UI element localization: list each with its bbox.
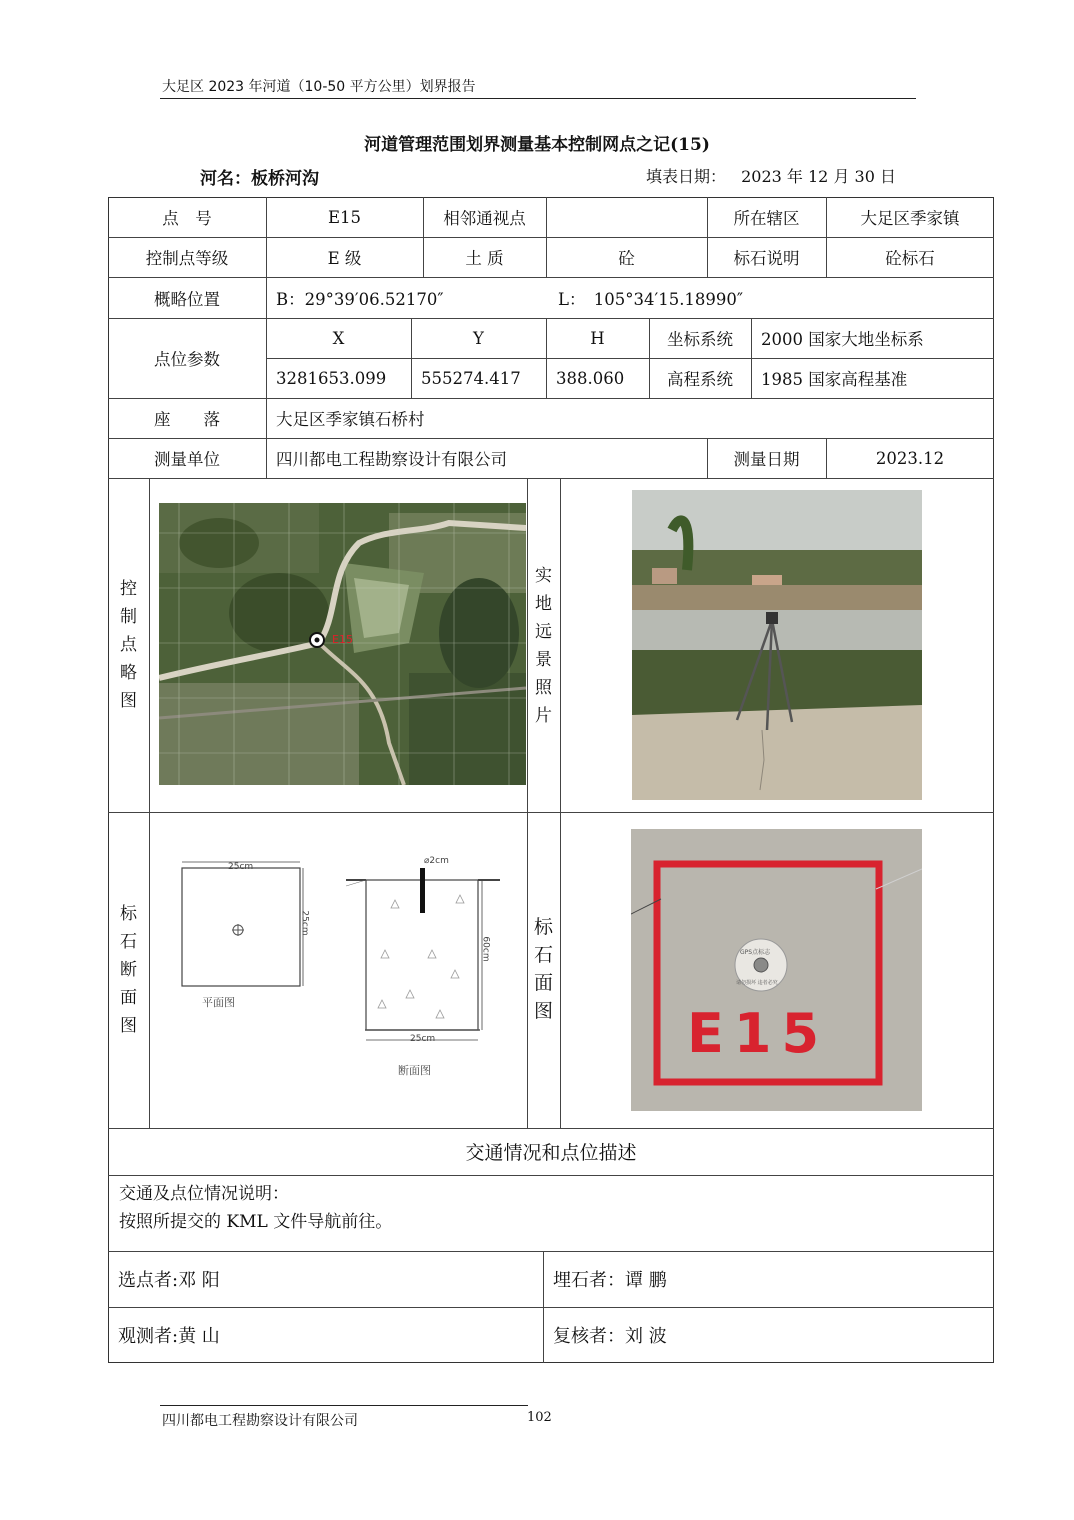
face-label-char: 石 (533, 944, 553, 966)
sketch-label (108, 575, 149, 715)
fill-date-label: 填表日期： (646, 167, 727, 186)
stone-drawing (170, 850, 520, 1085)
river-name: 河名：板桥河沟 (200, 169, 319, 189)
map-marker-label: E15 (332, 633, 353, 646)
traffic-text: 按照所提交的 KML 文件导航前往。 (119, 1212, 393, 1232)
fill-date (646, 164, 896, 187)
located-value: 大足区季家镇石桥村 (276, 410, 425, 429)
photo-label (527, 562, 560, 730)
stone-value: 砼标石 (885, 249, 935, 268)
photo-label-char: 景 (535, 650, 552, 670)
sketch-label-char: 略 (120, 663, 137, 683)
height-sys-label: 高程系统 (667, 370, 733, 389)
plan-height-label: 25cm (299, 910, 310, 936)
point-no-label: 点 号 (162, 209, 212, 228)
x-header: X (332, 328, 345, 348)
survey-date-label: 测量日期 (733, 450, 800, 469)
point-no-value: E15 (327, 207, 362, 227)
traffic-label: 交通及点位情况说明： (119, 1184, 289, 1204)
grade-value: E 级 (327, 249, 362, 268)
section-top-label: ⌀2cm (424, 856, 449, 866)
sketch-label-char: 制 (120, 607, 137, 627)
soil-label: 土 质 (465, 249, 504, 268)
section-label-char: 图 (120, 1016, 137, 1036)
longitude: L： 105°34′15.18990″ (558, 289, 744, 309)
photo-label-char: 远 (535, 622, 552, 642)
photo-label-char: 地 (535, 594, 552, 614)
located-label: 座 落 (154, 410, 220, 429)
district-label: 所在辖区 (733, 209, 800, 228)
params-label: 点位参数 (154, 350, 220, 369)
x-value: 3281653.099 (276, 368, 387, 388)
traffic-description (119, 1180, 392, 1236)
face-label-char: 标 (533, 916, 553, 938)
row-divider (108, 478, 994, 479)
field-photo (632, 490, 922, 800)
y-header: Y (473, 328, 484, 348)
stone-disc-bottom-text: 请勿损坏 违者必究 (736, 980, 778, 986)
plan-caption: 平面图 (202, 996, 235, 1009)
y-value: 555274.417 (421, 368, 521, 388)
unit-label: 测量单位 (154, 450, 220, 469)
page-number: 102 (527, 1410, 552, 1425)
sketch-label-char: 点 (120, 635, 137, 655)
section-label-char: 石 (120, 932, 137, 952)
coord-sys-value: 2000 国家大地坐标系 (761, 330, 924, 349)
fill-date-value: 2023 年 12 月 30 日 (741, 167, 896, 186)
col-divider (560, 478, 561, 1128)
landscape-image (632, 490, 922, 800)
burier: 埋石者：谭 鹏 (553, 1270, 667, 1291)
photo-label-char: 片 (535, 706, 552, 726)
district-value: 大足区季家镇 (860, 209, 960, 228)
location-map (159, 503, 526, 785)
footer-rule (160, 1405, 528, 1406)
stone-face-image (631, 829, 922, 1111)
gps-receiver (766, 612, 778, 624)
header-rule (160, 98, 916, 99)
stone-face-photo (631, 829, 922, 1111)
face-label-char: 图 (533, 1000, 553, 1022)
h-header: H (590, 328, 605, 348)
page-title: 河道管理范围划界测量基本控制网点之记(15) (364, 135, 710, 155)
page-header: 大足区 2023 年河道（10-50 平方公里）划界报告 (162, 79, 476, 95)
section-rebar (420, 868, 425, 913)
grade-label: 控制点等级 (145, 249, 229, 268)
col-divider (149, 478, 150, 1128)
height-sys-value: 1985 国家高程基准 (761, 370, 908, 389)
plan-view-square (182, 868, 300, 986)
sketch-label-char: 图 (120, 691, 137, 711)
unit-value: 四川都电工程勘察设计有限公司 (276, 450, 507, 469)
sketch-label-char: 控 (120, 579, 137, 599)
adjacent-label: 相邻通视点 (443, 209, 526, 228)
soil-value: 砼 (618, 249, 635, 268)
photo-label-char: 实 (535, 566, 552, 586)
section-label-char: 面 (120, 988, 137, 1008)
section-caption: 断面图 (398, 1064, 431, 1077)
h-value: 388.060 (556, 368, 625, 388)
section-label-char: 标 (120, 904, 137, 924)
stone-disc-top-text: GPS点标志 (740, 949, 771, 956)
stone-painted-id: E15 (687, 1002, 830, 1065)
stone-label: 标石说明 (733, 249, 800, 268)
survey-date-value: 2023.12 (875, 448, 945, 468)
section-label-char: 断 (120, 960, 137, 980)
adjacent-value (546, 197, 707, 237)
section-width-label: 25cm (410, 1034, 436, 1044)
photo-label-char: 照 (535, 678, 552, 698)
footer-company: 四川都电工程勘察设计有限公司 (162, 1413, 358, 1429)
coord-sys-label: 坐标系统 (667, 330, 733, 349)
row-divider (108, 812, 994, 813)
selector: 选点者:邓 阳 (118, 1270, 220, 1291)
face-label (527, 913, 560, 1025)
section-drawing-svg (170, 850, 520, 1085)
row-divider (108, 1175, 994, 1176)
face-label-char: 面 (533, 972, 553, 994)
section-label (108, 900, 149, 1040)
latitude: B：29°39′06.52170″ (276, 289, 444, 309)
traffic-title: 交通情况和点位描述 (465, 1142, 637, 1164)
plan-width-label: 25cm (228, 862, 254, 872)
section-height-label: 60cm (480, 936, 491, 962)
approx-label: 概略位置 (154, 289, 220, 309)
observer: 观测者:黄 山 (118, 1326, 220, 1347)
reviewer: 复核者：刘 波 (553, 1326, 667, 1347)
